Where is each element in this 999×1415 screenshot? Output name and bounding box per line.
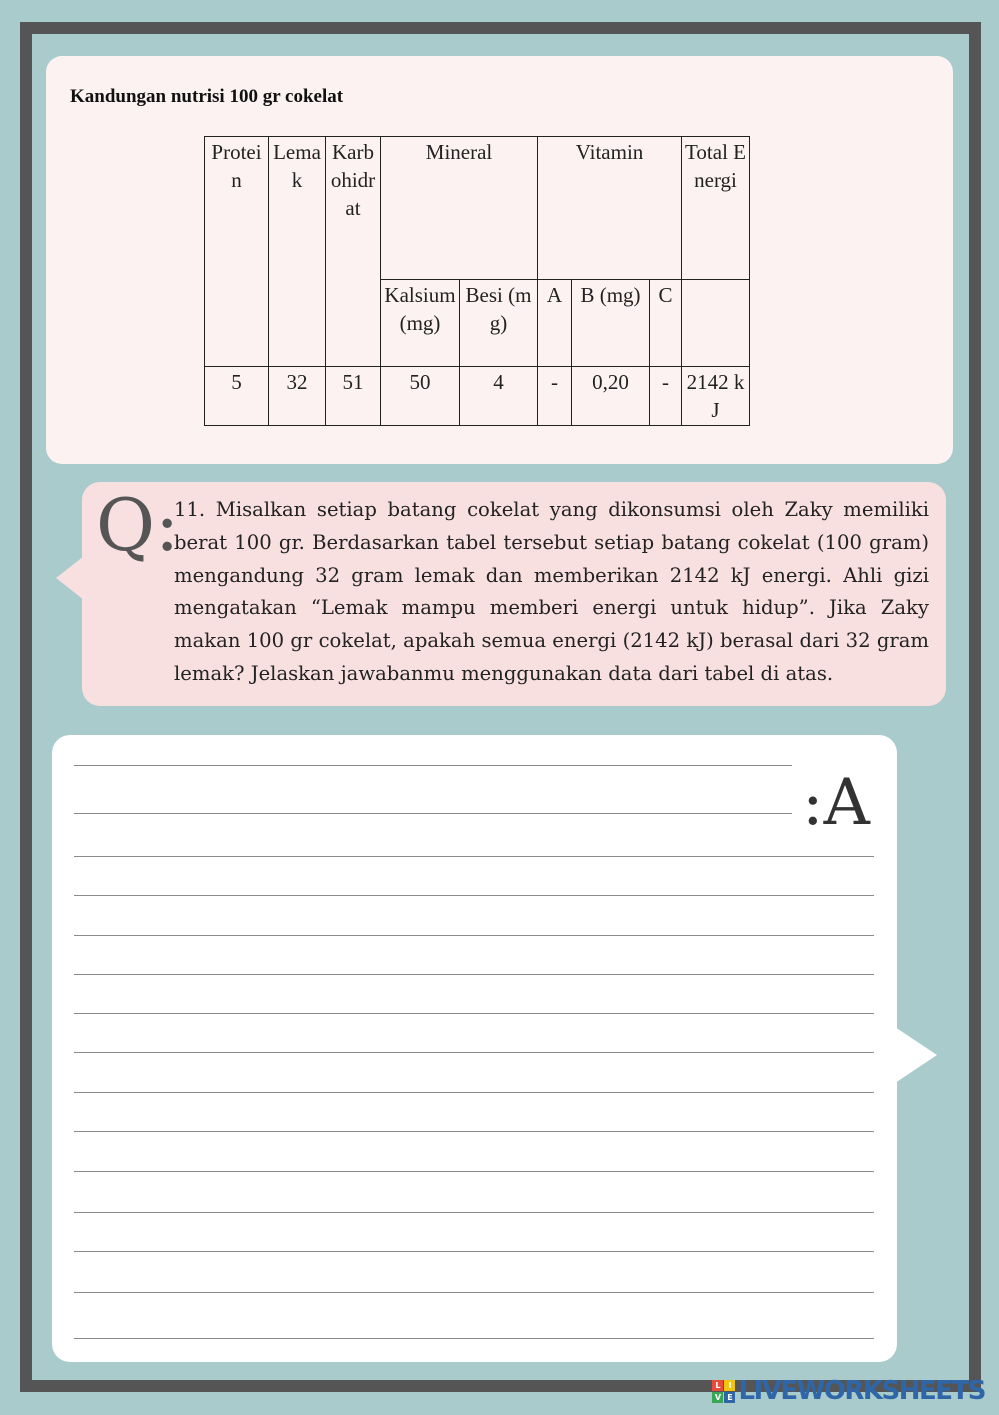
header-protein: Protein xyxy=(205,137,269,367)
logo-letter-v: V xyxy=(712,1392,723,1403)
value-vitamin-a: - xyxy=(538,367,572,426)
table-title: Kandungan nutrisi 100 gr cokelat xyxy=(70,86,344,107)
nutrition-table xyxy=(204,136,750,426)
header-lemak: Lemak xyxy=(269,137,326,367)
question-bubble xyxy=(82,482,946,706)
nutrition-table-card xyxy=(46,56,953,464)
value-kalsium: 50 xyxy=(381,367,460,426)
answer-card xyxy=(52,735,897,1362)
header-vitamin-b: B (mg) xyxy=(572,280,650,367)
question-mark-label: Q: xyxy=(96,483,180,567)
liveworksheets-brand[interactable] xyxy=(712,1376,985,1406)
header-total-energi: Total Energi xyxy=(682,137,750,280)
header-vitamin: Vitamin xyxy=(538,137,682,280)
logo-letter-e: E xyxy=(724,1392,735,1403)
value-lemak: 32 xyxy=(269,367,326,426)
header-vitamin-a: A xyxy=(538,280,572,367)
header-karbohidrat: Karbohidrat xyxy=(326,137,381,367)
logo-letter-l: L xyxy=(712,1380,723,1391)
header-vitamin-c: C xyxy=(650,280,682,367)
value-besi: 4 xyxy=(460,367,538,426)
header-besi: Besi (mg) xyxy=(460,280,538,367)
header-mineral: Mineral xyxy=(381,137,538,280)
question-text: 11. Misalkan setiap batang cokelat yang dikonsumsi oleh Zaky memiliki berat 100 gr. Berdasarkan tabel tersebut setiap batang cokelat (100 gram) mengandung 32 gram lemak dan memberikan 2142 kJ energi. Ahli gizi mengatakan “Lemak mampu memberi energi untuk hidup”. Jika Zaky makan 100 gr cokelat, apakah semua energi (2142 kJ) berasal dari 32 gram lemak? Jelaskan jawabanmu menggunakan data dari tabel di atas. xyxy=(174,498,929,685)
answer-input[interactable] xyxy=(74,735,874,1362)
value-karbohidrat: 51 xyxy=(326,367,381,426)
header-kalsium: Kalsium (mg) xyxy=(381,280,460,367)
value-protein: 5 xyxy=(205,367,269,426)
liveworksheets-logo-icon xyxy=(712,1380,735,1403)
header-total-energi-blank xyxy=(682,280,750,367)
answer-bubble-tail xyxy=(895,1027,937,1083)
value-vitamin-c: - xyxy=(650,367,682,426)
logo-letter-i: I xyxy=(724,1380,735,1391)
question-bubble-tail xyxy=(56,556,84,600)
brand-name: LIVEWORKSHEETS xyxy=(738,1376,985,1406)
answer-mark-label: :A xyxy=(802,766,870,840)
value-total-energi: 2142 kJ xyxy=(682,367,750,426)
value-vitamin-b: 0,20 xyxy=(572,367,650,426)
